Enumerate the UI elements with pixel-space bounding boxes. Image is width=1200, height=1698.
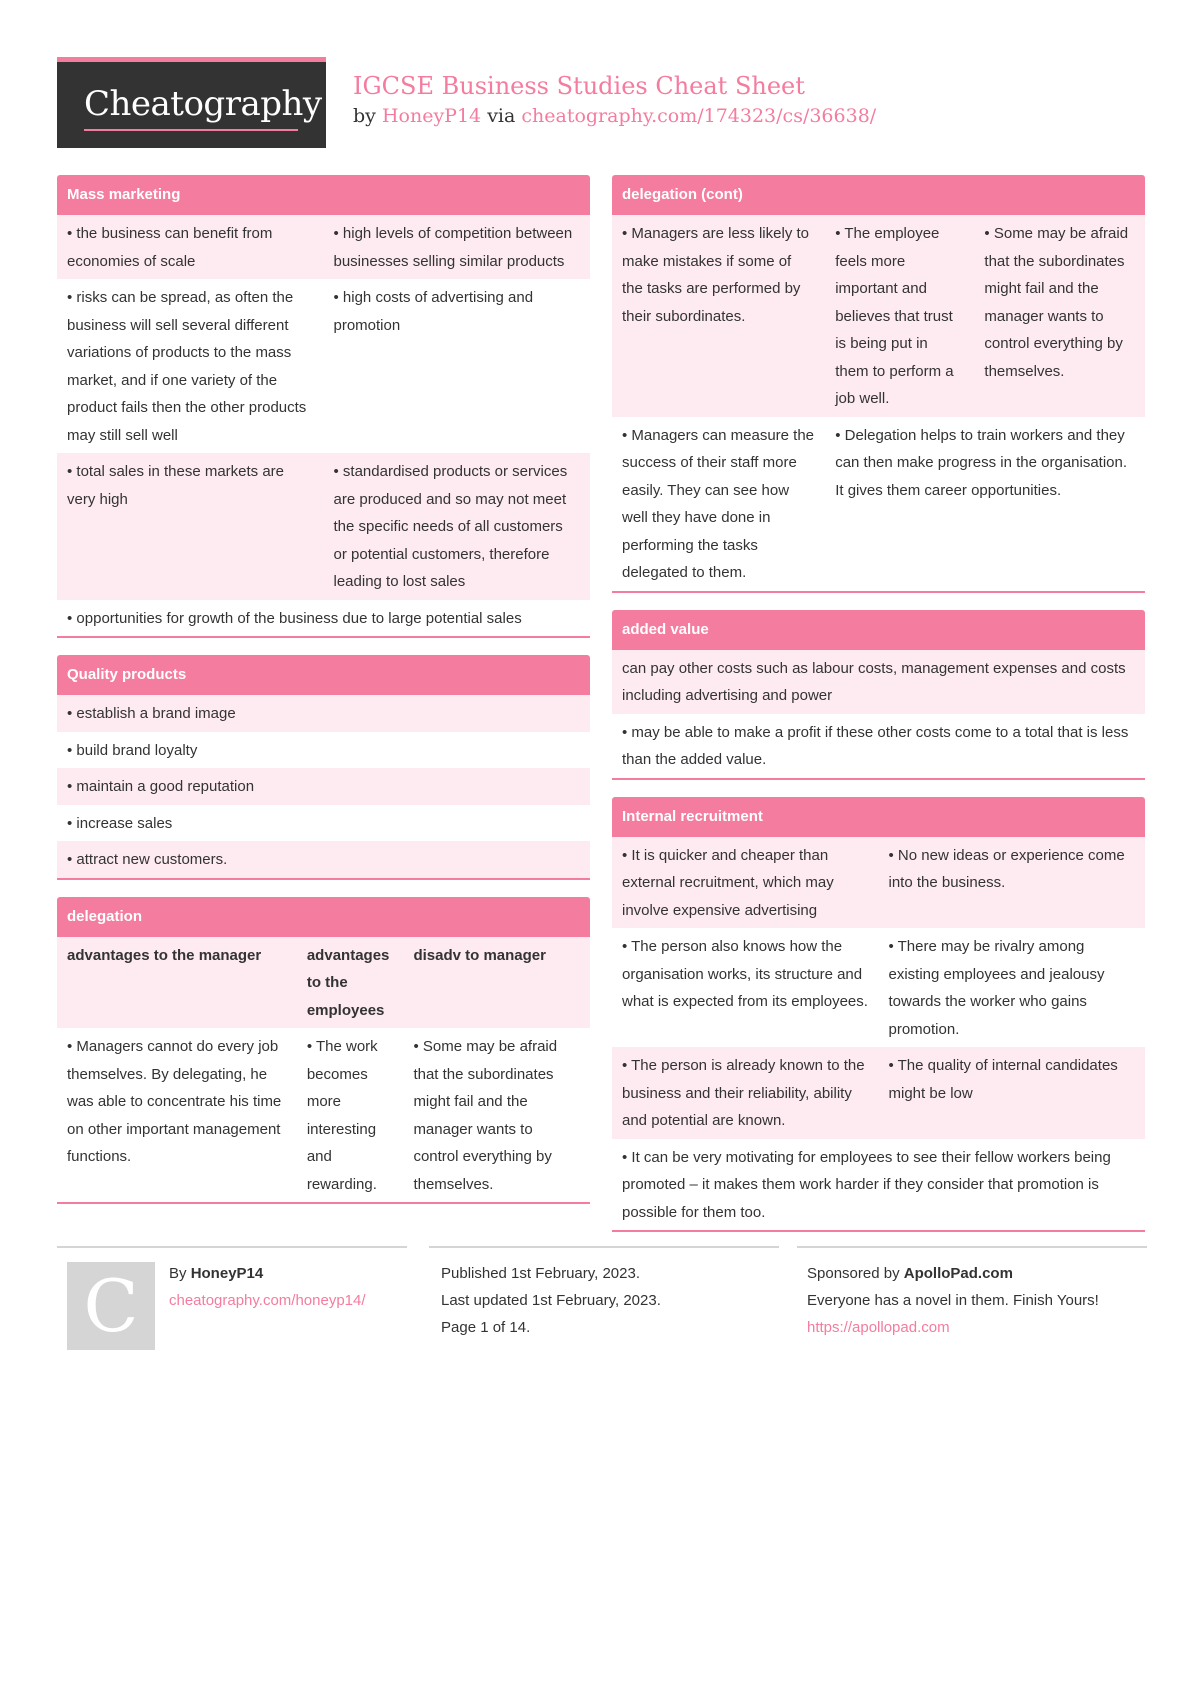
list-item-text: • build brand loyalty (67, 741, 198, 759)
section-quality-products (57, 655, 590, 880)
cheatography-logo[interactable] (57, 57, 326, 148)
table-row (57, 279, 590, 453)
section-title: added value (612, 610, 1145, 650)
avatar[interactable]: C (67, 1262, 155, 1350)
table-row (612, 215, 1145, 417)
table-cell: • The employee feels more important and believes that trust is being put in them to perform a job well. (835, 225, 954, 407)
section-delegation-cont (612, 175, 1145, 593)
byline-via: via (487, 105, 516, 127)
author-link[interactable]: HoneyP14 (381, 105, 482, 127)
footer-dates (429, 1246, 779, 1348)
byline (353, 105, 876, 127)
table-row (612, 1139, 1145, 1231)
list-item-text: • increase sales (67, 814, 173, 832)
page-title: IGCSE Business Studies Cheat Sheet (353, 72, 805, 100)
table-cell: • The person also knows how the organisation works, its structure and what is expected from its employees. (622, 938, 868, 1010)
table-cell: • Managers are less likely to make mistakes if some of the tasks are performed by their subordinates. (622, 225, 809, 325)
table-row (57, 453, 590, 600)
byline-by: by (353, 105, 376, 127)
section-added-value (612, 610, 1145, 780)
page-number: Page 1 of 14. (441, 1319, 531, 1336)
table-cell: • total sales in these markets are very high (67, 463, 285, 508)
table-cell: • opportunities for growth of the business due to large potential sales (67, 609, 522, 627)
list-item-text: • attract new customers. (67, 851, 228, 868)
table-row (612, 928, 1145, 1047)
table-cell: • The work becomes more interesting and rewarding. (306, 1038, 378, 1193)
sponsor-link[interactable]: https://apollopad.com (807, 1319, 950, 1336)
table-row (612, 1047, 1145, 1139)
sponsor-line (807, 1260, 1107, 1287)
list-item-text: • maintain a good reputation (67, 778, 255, 795)
section-title: delegation (cont) (612, 175, 1145, 215)
section-delegation (57, 897, 590, 1205)
table-row (57, 600, 590, 637)
section-internal-recruitment (612, 797, 1145, 1233)
table-cell: • Some may be afraid that the subordinates might fail and the manager wants to control everything by themselves. (413, 1038, 558, 1193)
list-item-text: can pay other costs such as labour costs, management expenses and costs including advertising and power (622, 659, 1126, 704)
table-cell: • It can be very motivating for employees to see their fellow workers being promoted – it makes them work harder if they consider that promotion is possible for them too. (622, 1148, 1111, 1221)
footer-author (57, 1246, 407, 1348)
logo-text: Cheatography (84, 84, 322, 124)
sponsor-name[interactable]: ApolloPad.com (903, 1265, 1013, 1282)
list-item (57, 695, 590, 732)
footer-by-label: By (169, 1265, 187, 1282)
footer-author-line (169, 1260, 366, 1287)
list-item-text: • may be able to make a profit if these other costs come to a total that is less than the added value. (622, 723, 1129, 768)
list-item (57, 841, 590, 878)
table-row (57, 1028, 590, 1202)
updated-date: Last updated 1st February, 2023. (441, 1292, 661, 1309)
table-row (612, 837, 1145, 929)
footer-author-text (169, 1260, 366, 1314)
table-cell: • standardised products or services are produced and so may not meet the specific needs of all customers or potential customers, therefore leading to lost sales (333, 463, 568, 590)
sponsored-label: Sponsored by (807, 1265, 900, 1282)
section-title: Quality products (57, 655, 590, 695)
table-cell: • Managers can measure the success of their staff more easily. They can see how well they have done in performing the tasks delegated to them. (622, 426, 815, 581)
section-mass-marketing (57, 175, 590, 638)
footer-dates-text (441, 1260, 661, 1341)
right-column (612, 175, 1145, 1249)
table-cell: • high levels of competition between businesses selling similar products (333, 225, 573, 270)
list-item (57, 805, 590, 842)
section-title: delegation (57, 897, 590, 937)
table-cell: • There may be rivalry among existing employees and jealousy towards the worker who gains promotion. (888, 938, 1105, 1038)
list-item-text: • establish a brand image (67, 705, 236, 722)
table-cell: • The person is already known to the business and their reliability, ability and potential are known. (622, 1057, 865, 1129)
table-cell: • the business can benefit from economies of scale (67, 225, 273, 270)
table-row (612, 417, 1145, 591)
table-cell: • The quality of internal candidates might be low (888, 1057, 1118, 1102)
footer-author-link[interactable]: cheatography.com/honeyp14/ (169, 1292, 366, 1309)
list-item (612, 650, 1145, 714)
footer-author-name[interactable]: HoneyP14 (190, 1265, 264, 1282)
sponsor-tagline: Everyone has a novel in them. Finish Yours! (807, 1292, 1099, 1309)
table-header-row (57, 937, 590, 1029)
published-date: Published 1st February, 2023. (441, 1265, 641, 1282)
table-cell: • risks can be spread, as often the business will sell several different variations of products to the mass market, and if one variety of the product fails then the other products may still sell well (67, 289, 307, 444)
left-column (57, 175, 590, 1221)
column-header: advantages to the manager (67, 946, 262, 964)
logo-underline (84, 129, 298, 131)
section-title: Mass marketing (57, 175, 590, 215)
table-cell: • No new ideas or experience come into the business. (888, 846, 1125, 891)
list-item (57, 732, 590, 769)
footer-sponsor (797, 1246, 1147, 1348)
table-cell: • high costs of advertising and promotion (333, 289, 534, 334)
column-header: disadv to manager (413, 946, 546, 964)
list-item (612, 714, 1145, 778)
table-cell: • Managers cannot do every job themselves. By delegating, he was able to concentrate his time on other important management functions. (67, 1038, 282, 1165)
footer-sponsor-text (807, 1260, 1107, 1341)
table-cell: • Delegation helps to train workers and they can then make progress in the organisation. It gives them career opportunities. (835, 426, 1128, 499)
table-row (57, 215, 590, 279)
sheet-url-link[interactable]: cheatography.com/174323/cs/36638/ (521, 105, 877, 127)
table-cell: • Some may be afraid that the subordinates might fail and the manager wants to control everything by themselves. (984, 225, 1129, 380)
page-footer (57, 1246, 1147, 1356)
list-item (57, 768, 590, 805)
table-cell: • It is quicker and cheaper than external recruitment, which may involve expensive advertising (622, 846, 834, 919)
column-header: advantages to the employees (306, 946, 390, 1019)
section-title: Internal recruitment (612, 797, 1145, 837)
